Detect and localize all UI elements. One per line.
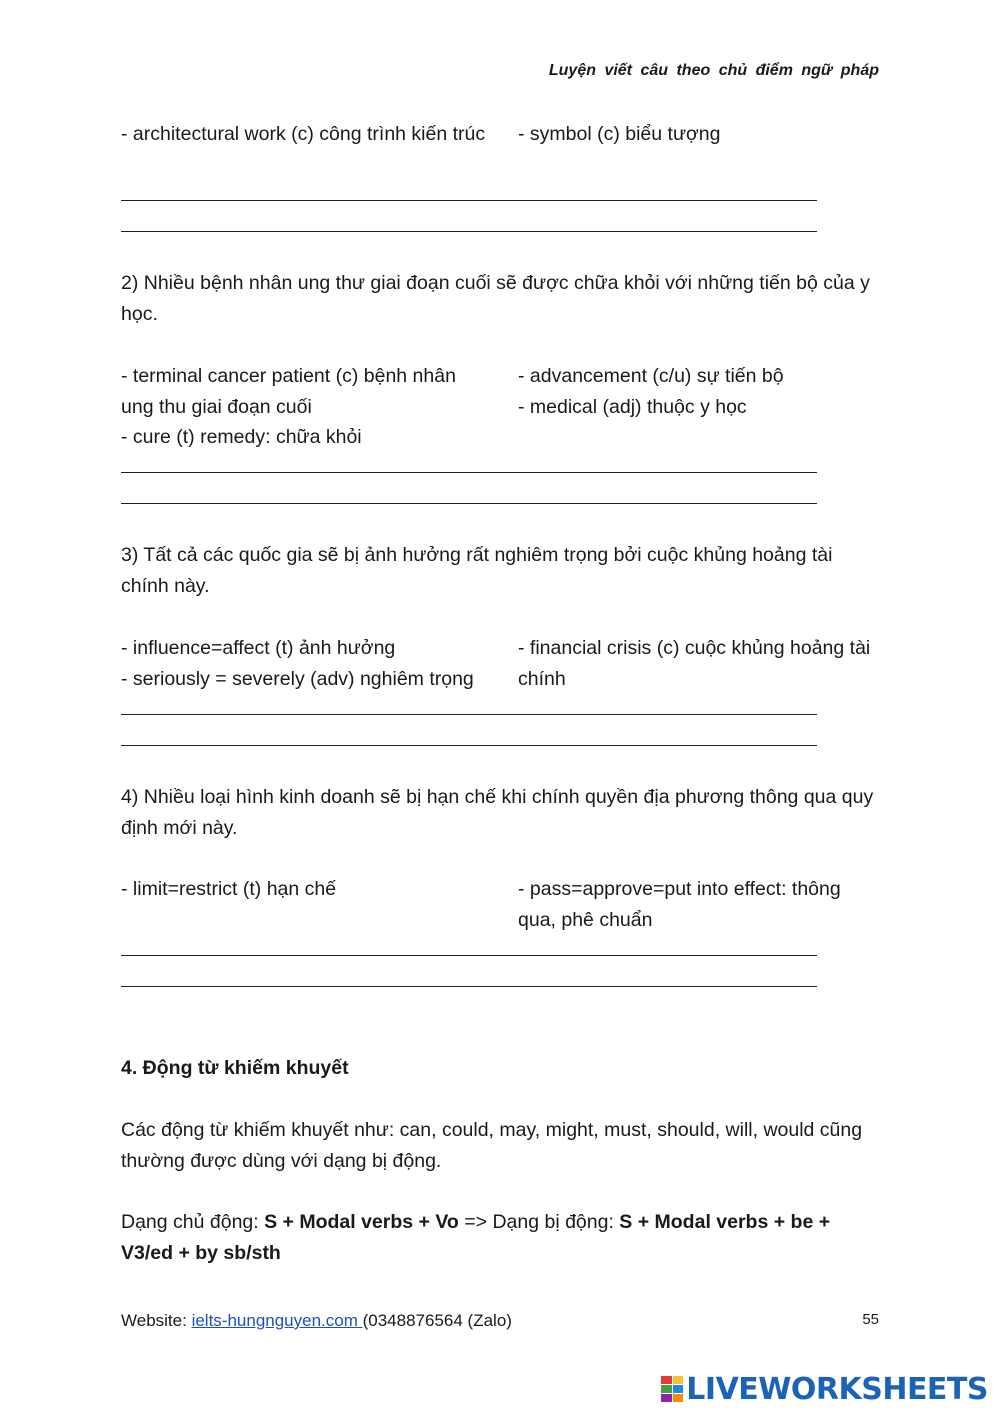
- rule-active-formula: S + Modal verbs + Vo: [264, 1211, 459, 1233]
- liveworksheets-mark-icon: [661, 1376, 683, 1402]
- grammar-rule: [121, 1207, 883, 1269]
- answer-line[interactable]: [121, 231, 817, 232]
- phone-text: (0348876564 (Zalo): [362, 1311, 512, 1330]
- footer-website: [121, 1311, 512, 1331]
- vocab-left-2b: - cure (t) remedy: chữa khỏi: [121, 426, 362, 448]
- website-label: Website:: [121, 1311, 192, 1330]
- answer-line[interactable]: [121, 472, 817, 473]
- answer-line[interactable]: [121, 955, 817, 956]
- answer-line[interactable]: [121, 986, 817, 987]
- vocab-right-2a: - advancement (c/u) sự tiến bộ: [518, 365, 784, 387]
- vocab-left-1: - architectural work (c) công trình kiến trúc: [121, 123, 486, 145]
- rule-arrow-label: => Dạng bị động:: [458, 1211, 620, 1233]
- rule-active-label: Dạng chủ động:: [121, 1211, 265, 1233]
- question-4-sentence: 4) Nhiều loại hình kinh doanh sẽ bị hạn chế khi chính quyền địa phương thông qua quy định mới này.: [121, 786, 874, 839]
- vocab-left-4a: - limit=restrict (t) hạn chế: [121, 878, 337, 900]
- logo-text: LIVEWORKSHEETS: [686, 1371, 988, 1407]
- section-heading: 4. Động từ khiếm khuyết: [121, 1057, 349, 1079]
- vocab-right-4a: - pass=approve=put into effect: thông qua, phê chuẩn: [518, 878, 841, 931]
- vocab-left-2a: - terminal cancer patient (c) bệnh nhân ung thu giai đoạn cuối: [121, 365, 456, 418]
- page-number: 55: [862, 1311, 879, 1328]
- vocab-right-3a: - financial crisis (c) cuộc khủng hoảng tài chính: [518, 637, 871, 690]
- website-link[interactable]: ielts-hungnguyen.com: [191, 1311, 363, 1330]
- vocab-left-3b: - seriously = severely (adv) nghiêm trọng: [121, 668, 474, 690]
- vocab-right-2b: - medical (adj) thuộc y học: [518, 396, 747, 418]
- rule-passive-formula: S + Modal verbs + be + V3/ed + by sb/sth: [121, 1211, 831, 1264]
- answer-line[interactable]: [121, 745, 817, 746]
- answer-line[interactable]: [121, 714, 817, 715]
- question-3-sentence: 3) Tất cả các quốc gia sẽ bị ảnh hưởng rất nghiêm trọng bởi cuộc khủng hoảng tài chính này.: [121, 544, 833, 597]
- vocab-left-3a: - influence=affect (t) ảnh hưởng: [121, 637, 396, 659]
- page-header-title: Luyện viết câu theo chủ điểm ngữ pháp: [548, 62, 879, 79]
- liveworksheets-logo: [661, 1372, 988, 1406]
- answer-line[interactable]: [121, 503, 817, 504]
- answer-line[interactable]: [121, 200, 817, 201]
- question-2-sentence: 2) Nhiều bệnh nhân ung thư giai đoạn cuối sẽ được chữa khỏi với những tiến bộ của y học.: [121, 272, 870, 325]
- section-intro: Các động từ khiếm khuyết như: can, could, may, might, must, should, will, would cũng thường được dùng với dạng bị động.: [121, 1119, 863, 1172]
- vocab-right-1: - symbol (c) biểu tượng: [518, 123, 721, 145]
